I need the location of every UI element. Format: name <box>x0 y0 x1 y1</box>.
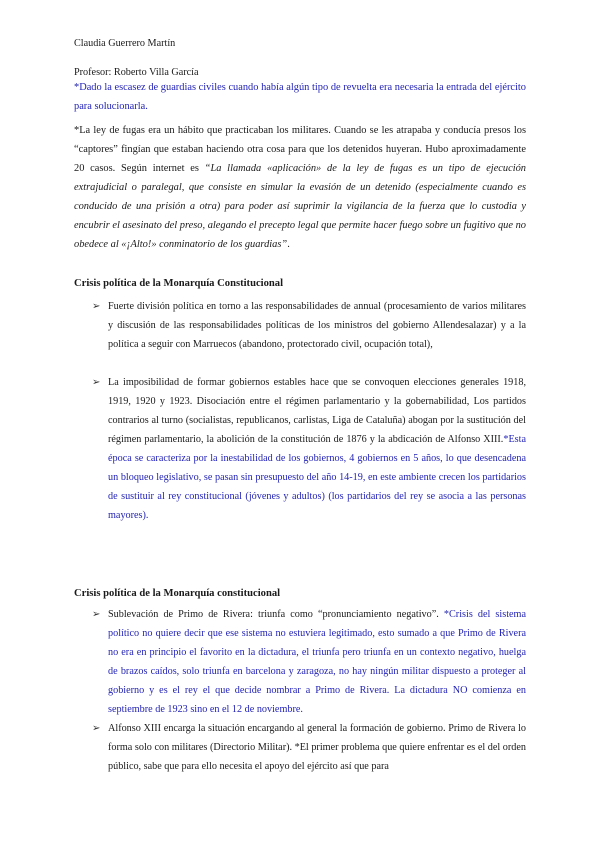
author-name: Claudia Guerrero Martín <box>74 38 176 49</box>
ley-fugas-end: . <box>287 239 290 250</box>
arrow-bullet-icon: ➢ <box>92 723 101 734</box>
section-heading-1: Crisis política de la Monarquía Constitucional <box>74 278 284 289</box>
army-note: *Dado la escasez de guardias civiles cuando había algún tipo de revuelta era necesaria la entrada del ejército para solucionarla. <box>74 82 526 112</box>
arrow-bullet-icon: ➢ <box>92 377 101 388</box>
bullet-text-black: La imposibilidad de formar gobiernos estables hace que se convoquen elecciones generales 1918, 1919, 1920 y 1923. Disociación entre el régimen parlamentario y la gobernabilidad, Los partidos contrarios al turno (socialistas, republicanos, carlistas, Liga de Cataluña) abogan por la sustitución del régimen parlamentario, la abolición de la constitución de 1876 y la abdicación de Alfonso XIII. <box>108 377 526 445</box>
bullet-text-black: Sublevación de Primo de Rivera: triunfa como “pronunciamiento negativo”. <box>108 609 444 620</box>
section-heading-2: Crisis política de la Monarquía constitucional <box>74 588 281 599</box>
professor-name: Profesor: Roberto Villa García <box>74 67 199 78</box>
ley-fugas-text: *La ley de fugas era un hábito que practicaban los militares. Cuando se les atrapaba y conducía presos los “captores” fingían que estaban haciendo otra cosa para que los detenidos huyeran. Hubo aproximadamente 20 casos. Según internet es <box>74 125 526 174</box>
ley-fugas-quote: “La llamada «aplicación» de la ley de fugas es un tipo de ejecución extrajudicial o paralegal, que consiste en simular la evasión de un detenido (especialmente cuando es conducido de una prisión a otra) para poder así suprimir la vigilancia de la fuerza que lo custodia y encubrir el asesinato del preso, alegando el precepto legal que permite hacer fuego sobre un fugitivo que no obedece al «¡Alto!» conminatorio de los guardias” <box>74 163 526 250</box>
bullet-text: Fuerte división política en torno a las responsabilidades de annual (procesamiento de varios militares y discusión de las responsabilidades políticas de los ministros del gobierno Allendesalazar) y a la política a seguir con Marruecos (abandono, protectorado civil, ocupación total), <box>108 301 526 350</box>
bullet-text <box>108 373 526 525</box>
list-item <box>92 297 526 354</box>
arrow-bullet-icon: ➢ <box>92 301 101 312</box>
bullet-text-blue: *Crisis del sistema político no quiere decir que ese sistema no estuviera legitimado, esto sumado a que Primo de Rivera no era en principio el favorito en la dictadura, el triunfa pero triunfa en un contexto negativo, huelga de brazos caídos, solo triunfa en barcelona y zaragoza, no hay ningún militar dispuesto a proteger al gobierno y es el rey el que decide nombrar a Primo de Rivera. La dictadura NO comienza en septiembre de 1923 sino en el 12 de noviembre. <box>108 609 526 715</box>
ley-fugas-paragraph <box>74 121 526 254</box>
bullet-text <box>108 605 526 719</box>
list-item <box>92 373 526 525</box>
arrow-bullet-icon: ➢ <box>92 609 101 620</box>
bullet-text: Alfonso XIII encarga la situación encargando al general la formación de gobierno. Primo de Rivera lo forma solo con militares (Directorio Militar). *El primer problema que quiere enfrentar es el del orden público, sabe que para ello necesita el apoyo del ejército así que para <box>108 723 526 772</box>
list-item <box>92 605 526 719</box>
list-item <box>92 719 526 776</box>
bullet-text-blue: *Esta época se caracteriza por la inestabilidad de los gobiernos, 4 gobiernos en 5 años, lo que desencadena un bloqueo legislativo, se pasan sin presupuesto del año 14-19, en este ambiente crecen los partidarios de sustituir al rey constitucional (jóvenes y adultos) (los partidarios del rey se asocia a las personas mayores). <box>108 434 526 521</box>
